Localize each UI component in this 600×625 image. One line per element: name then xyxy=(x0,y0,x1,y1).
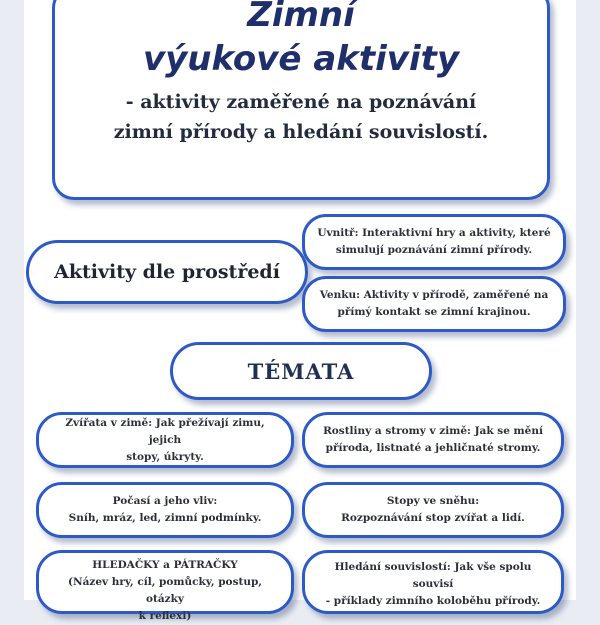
topic-line: Rozpoznávání stop zvířat a lidí. xyxy=(341,512,525,524)
subtitle-line-2: zimní přírody a hledání souvislostí. xyxy=(113,121,489,143)
environment-card xyxy=(26,240,308,304)
topic-line: HLEDAČKY a PÁTRAČKY xyxy=(92,559,238,571)
indoor-line-2: simulují poznávání zimní přírody. xyxy=(335,244,533,256)
topic-card-weather xyxy=(36,482,294,538)
outdoor-card xyxy=(302,276,566,332)
environment-title: Aktivity dle prostředí xyxy=(54,261,280,283)
worksheet-page xyxy=(24,0,576,622)
topic-card-games xyxy=(36,550,294,622)
title-line-2: výukové aktivity xyxy=(142,39,460,79)
topic-line: Hledání souvislostí: Jak vše spolu souvisí xyxy=(334,561,532,590)
topic-line: Zvířata v zimě: Jak přežívají zimu, jejich xyxy=(65,416,265,446)
title-card xyxy=(52,0,550,200)
themes-title: TÉMATA xyxy=(247,358,355,384)
topic-line: Stopy ve sněhu: xyxy=(386,495,480,507)
topic-card-tracks xyxy=(302,482,564,538)
topic-card-connections xyxy=(302,550,564,614)
indoor-line-1: Uvnitř: Interaktivní hry a aktivity, které xyxy=(317,227,551,239)
topic-card-plants xyxy=(302,412,564,468)
topic-line: Rostliny a stromy v zimě: Jak se mění xyxy=(323,425,543,437)
topic-line: příroda, listnaté a jehličnaté stromy. xyxy=(325,442,541,454)
topic-line: stopy, úkryty. xyxy=(126,450,204,463)
indoor-card xyxy=(302,214,566,270)
topic-line: (Název hry, cíl, pomůcky, postup, otázky xyxy=(68,576,262,605)
outdoor-line-1: Venku: Aktivity v přírodě, zaměřené na xyxy=(319,289,549,301)
topic-card-animals xyxy=(36,412,294,468)
topic-line: - příklady zimního koloběhu přírody. xyxy=(325,595,541,607)
topic-line: k reflexi) xyxy=(138,610,192,622)
subtitle-line-1: - aktivity zaměřené na poznávání xyxy=(125,91,477,113)
topic-line: Sníh, mráz, led, zimní podmínky. xyxy=(68,512,262,524)
outdoor-line-2: přímý kontakt se zimní krajinou. xyxy=(337,306,531,318)
topic-line: Počasí a jeho vliv: xyxy=(112,495,218,507)
title-line-1: Zimní xyxy=(247,0,355,35)
themes-card xyxy=(170,342,432,400)
